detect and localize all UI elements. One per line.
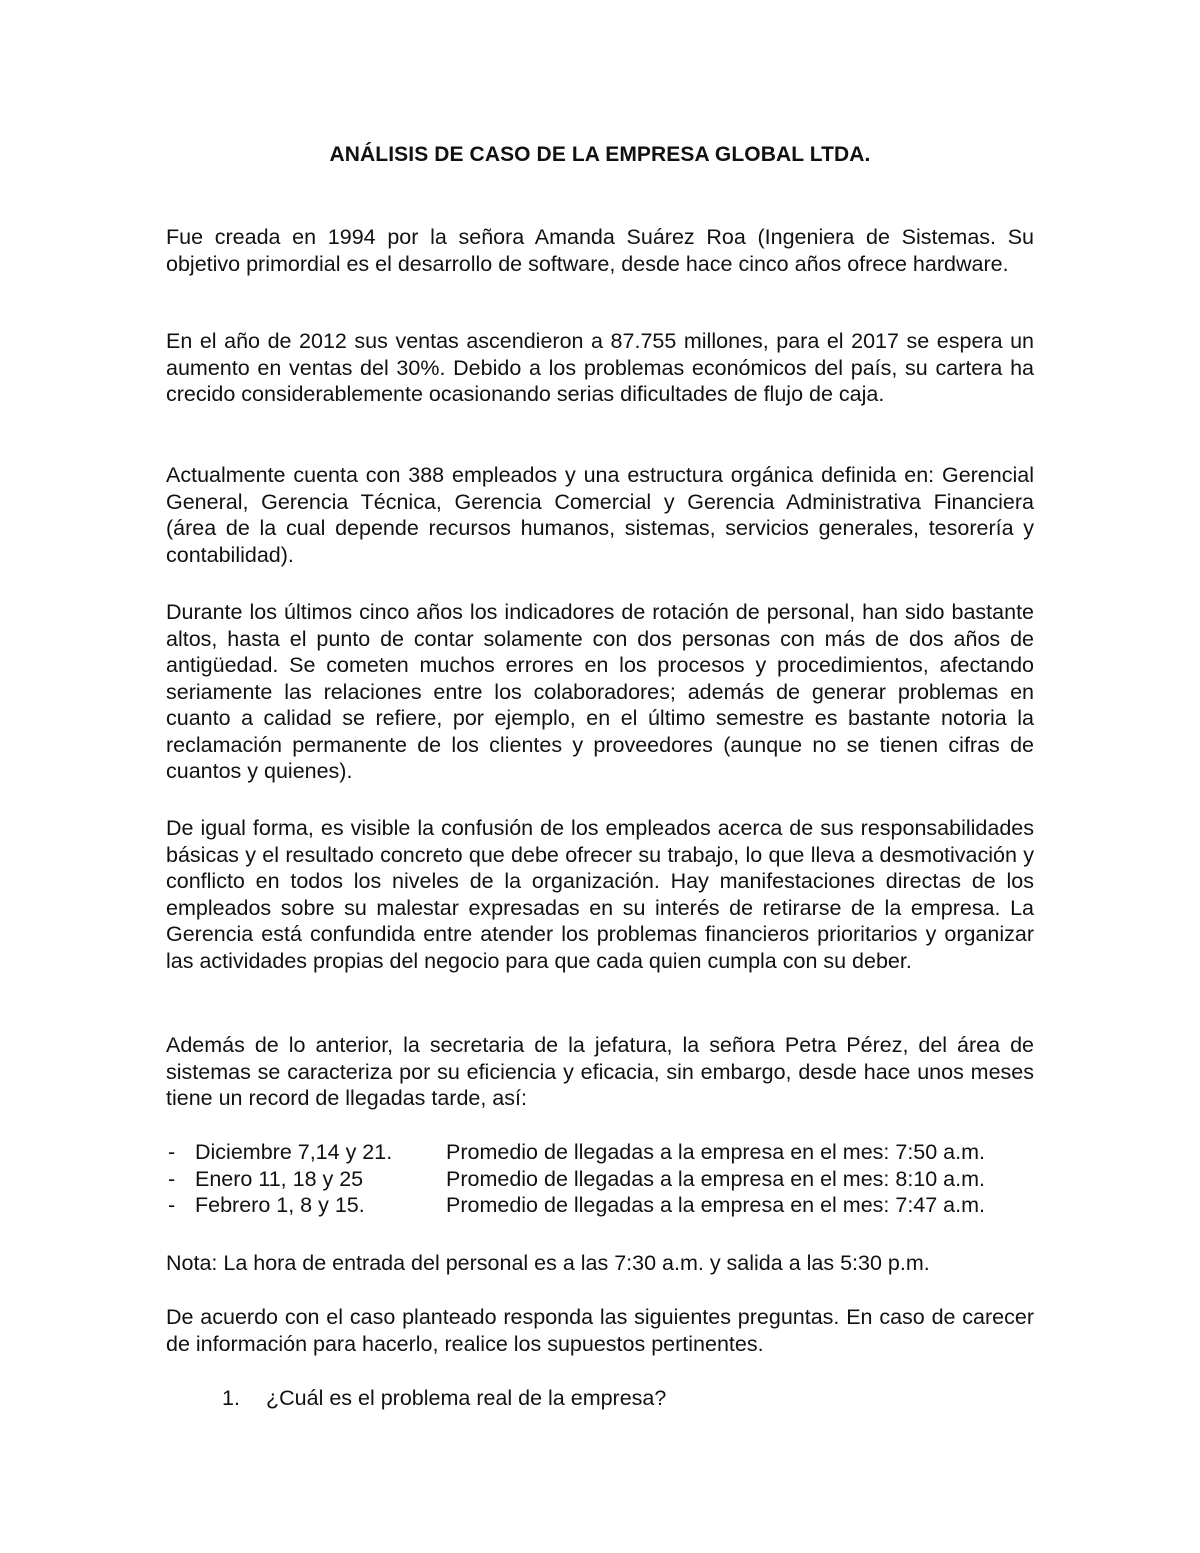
list-item bbox=[166, 1139, 1034, 1166]
record-average: Promedio de llegadas a la empresa en el mes: 8:10 a.m. bbox=[446, 1166, 985, 1191]
paragraph-sales: En el año de 2012 sus ventas ascendieron a 87.755 millones, para el 2017 se espera un aumento en ventas del 30%. Debido a los problemas económicos del país, su cartera ha crecido considerablemente ocasionando serias dificultades de flujo de caja. bbox=[166, 329, 1034, 406]
record-dates: Febrero 1, 8 y 15. bbox=[195, 1193, 365, 1217]
question-item bbox=[166, 1385, 1034, 1412]
paragraph-instructions: De acuerdo con el caso planteado responda las siguientes preguntas. En caso de carecer de información para hacerlo, realice los supuestos pertinentes. bbox=[166, 1305, 1034, 1356]
late-arrivals-list bbox=[166, 1139, 1034, 1219]
bullet-dash: - bbox=[168, 1166, 176, 1191]
paragraph-founding: Fue creada en 1994 por la señora Amanda Suárez Roa (Ingeniera de Sistemas. Su objetivo primordial es el desarrollo de software, desde hace cinco años ofrece hardware. bbox=[166, 225, 1034, 276]
question-number: 1. bbox=[222, 1386, 240, 1410]
list-item bbox=[166, 1166, 1034, 1193]
record-dates: Diciembre 7,14 y 21. bbox=[195, 1140, 393, 1164]
paragraph-secretary: Además de lo anterior, la secretaria de la jefatura, la señora Petra Pérez, del área de sistemas se caracteriza por su eficiencia y eficacia, sin embargo, desde hace unos meses tiene un record de llegadas tarde, así: bbox=[166, 1033, 1034, 1110]
list-item bbox=[166, 1192, 1034, 1219]
record-average: Promedio de llegadas a la empresa en el mes: 7:47 a.m. bbox=[446, 1193, 985, 1217]
bullet-dash: - bbox=[168, 1140, 176, 1164]
questions-list bbox=[166, 1385, 1034, 1412]
paragraph-structure: Actualmente cuenta con 388 empleados y una estructura orgánica definida en: Gerencial General, Gerencia Técnica, Gerencia Comercial y Gerencia Administrativa Financiera (área de la cual depende recursos humanos, sistemas, servicios generales, tesorería y contabilidad). bbox=[166, 463, 1034, 567]
document-title: ANÁLISIS DE CASO DE LA EMPRESA GLOBAL LTDA. bbox=[329, 143, 871, 166]
schedule-note: Nota: La hora de entrada del personal es a las 7:30 a.m. y salida a las 5:30 p.m. bbox=[166, 1251, 930, 1275]
record-dates: Enero 11, 18 y 25 bbox=[195, 1166, 364, 1191]
record-average: Promedio de llegadas a la empresa en el mes: 7:50 a.m. bbox=[446, 1140, 985, 1164]
paragraph-confusion: De igual forma, es visible la confusión de los empleados acerca de sus responsabilidades básicas y el resultado concreto que debe ofrecer su trabajo, lo que lleva a desmotivación y conflicto en todos los niveles de la organización. Hay manifestaciones directas de los empleados sobre su malestar expresadas en su interés de retirarse de la empresa. La Gerencia está confundida entre atender los problemas financieros prioritarios y organizar las actividades propias del negocio para que cada quien cumpla con su deber. bbox=[166, 816, 1034, 973]
bullet-dash: - bbox=[168, 1193, 176, 1217]
question-text: ¿Cuál es el problema real de la empresa? bbox=[266, 1386, 667, 1410]
paragraph-rotation: Durante los últimos cinco años los indicadores de rotación de personal, han sido bastante altos, hasta el punto de contar solamente con dos personas con más de dos años de antigüedad. Se cometen muchos errores en los procesos y procedimientos, afectando seriamente las relaciones entre los colaboradores; además de generar problemas en cuanto a calidad se refiere, por ejemplo, en el último semestre es bastante notoria la reclamación permanente de los clientes y proveedores (aunque no se tienen cifras de cuantos y quienes). bbox=[166, 600, 1034, 783]
